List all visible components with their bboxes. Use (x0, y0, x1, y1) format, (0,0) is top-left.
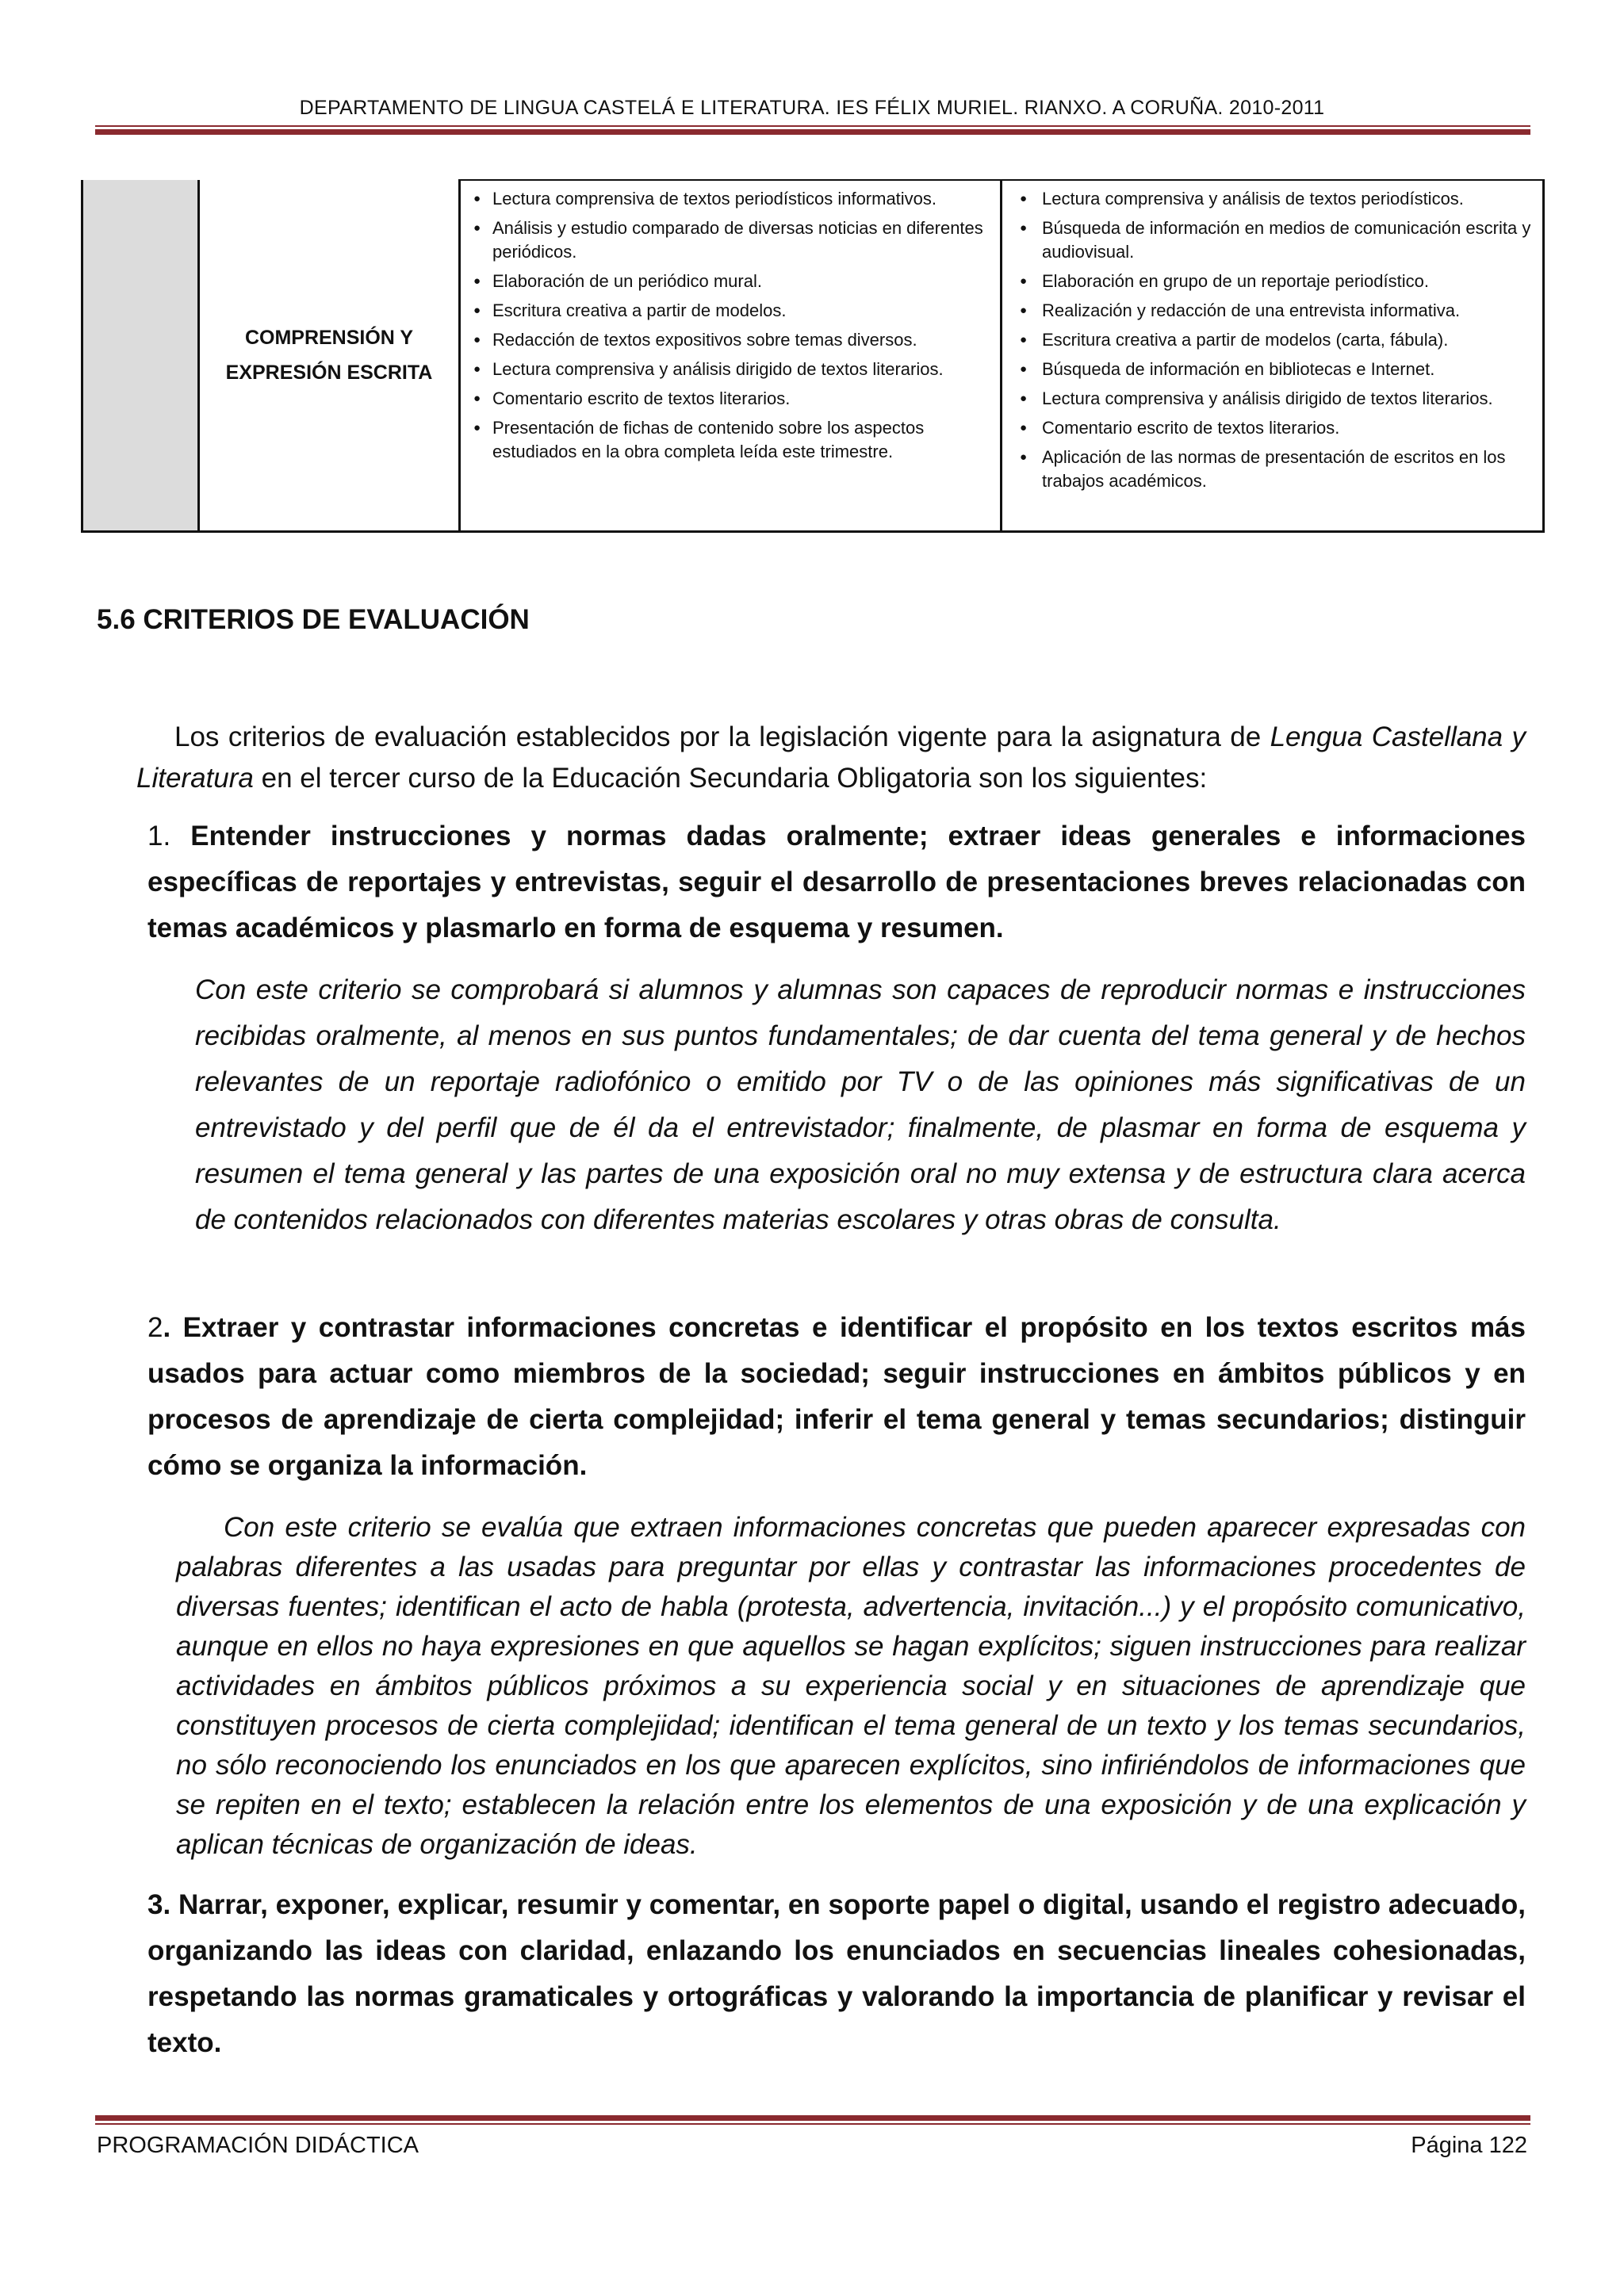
intro-text-end: en el tercer curso de la Educación Secundaria Obligatoria son los siguientes: (253, 763, 1208, 794)
activities-table (81, 179, 1545, 533)
intro-paragraph (136, 717, 1526, 799)
criterion-2 (147, 1305, 1526, 1489)
criterion-number: 2 (147, 1312, 163, 1343)
list-item: ● Elaboración de un periódico mural. (481, 270, 992, 293)
list-item: ● Lectura comprensiva de textos periodísticos informativos. (481, 187, 992, 211)
criterion-1-explanation: Con este criterio se comprobará si alumnos y alumnas son capaces de reproducir normas e instrucciones recibidas oralmente, al menos en sus puntos fundamentales; de dar cuenta del tema general y de hechos relevantes de un reportaje radiofónico o emitido por TV o de las opiniones más significativas de un entrevistado y del perfil que de él da el entrevistador; finalmente, de plasmar en forma de esquema y resumen el tema general y las partes de una exposición oral no muy extensa y de estructura clara acerca de contenidos relacionados con diferentes materias escolares y otras obras de consulta. (195, 974, 1526, 1235)
activities-left-list (461, 181, 1000, 464)
list-item: ● Escritura creativa a partir de modelos (carta, fábula). (1042, 328, 1534, 352)
page-number: Página 122 (1411, 2133, 1527, 2158)
subject-name: Lengua Castellana y Literatura (136, 721, 1526, 794)
criterion-title: Narrar, exponer, explicar, resumir y comentar, en soporte papel o digital, usando el registro adecuado, organizando las ideas con claridad, enlazando los enunciados en secuencias lineales cohesionadas, respetando las normas gramaticales y ortográficas y valorando la importancia de planificar y revisar el texto. (147, 1889, 1526, 2058)
list-item: ● Búsqueda de información en medios de comunicación escrita y audiovisual. (1042, 216, 1534, 264)
list-item: ● Elaboración en grupo de un reportaje periodístico. (1042, 270, 1534, 293)
table-row (82, 180, 1544, 532)
page-header: DEPARTAMENTO DE LINGUA CASTELÁ E LITERATURA. IES FÉLIX MURIEL. RIANXO. A CORUÑA. 2010-2011 (299, 97, 1325, 119)
list-item: ● Búsqueda de información en bibliotecas e Internet. (1042, 358, 1534, 381)
footer-rule-thin (95, 2123, 1530, 2125)
list-item: ● Presentación de fichas de contenido sobre los aspectos estudiados en la obra completa leída este trimestre. (481, 416, 992, 464)
footer-title: PROGRAMACIÓN DIDÁCTICA (97, 2133, 419, 2158)
footer-rule (95, 2115, 1530, 2121)
intro-text-start: Los criterios de evaluación establecidos por la legislación vigente para la asignatura de (174, 721, 1270, 752)
list-item: ● Análisis y estudio comparado de diversas noticias en diferentes periódicos. (481, 216, 992, 264)
list-item: ● Comentario escrito de textos literarios. (1042, 416, 1534, 440)
block-label: COMPRENSIÓN Y EXPRESIÓN ESCRITA (199, 180, 460, 532)
list-item: ● Redacción de textos expositivos sobre temas diversos. (481, 328, 992, 352)
criterion-3 (147, 1882, 1526, 2066)
table-blank-cell (82, 180, 199, 532)
list-item: ● Lectura comprensiva y análisis dirigido de textos literarios. (481, 358, 992, 381)
list-item: ● Realización y redacción de una entrevista informativa. (1042, 299, 1534, 323)
criterion-2-explanation: Con este criterio se evalúa que extraen informaciones concretas que pueden aparecer expresadas con palabras diferentes a las usadas para preguntar por ellas y contrastar las informaciones procedentes de diversas fuentes; identifican el acto de habla (protesta, advertencia, invitación...) y el propósito comunicativo, aunque en ellos no haya expresiones en que aquellos se hagan explícitos; siguen instrucciones para realizar actividades en ámbitos públicos próximos a su experiencia social y en situaciones de aprendizaje que constituyen procesos de cierta complejidad; identifican el tema general de un texto y los temas secundarios, no sólo reconociendo los enunciados en los que aparecen explícitos, sino infiriéndolos de informaciones que se repiten en el texto; establecen la relación entre los elementos de una exposición y de una explicación y aplican técnicas de organización de ideas. (176, 1512, 1526, 1860)
list-item: ● Lectura comprensiva y análisis de textos periodísticos. (1042, 187, 1534, 211)
criterion-title: . Extraer y contrastar informaciones concretas e identificar el propósito en los textos escritos más usados para actuar como miembros de la sociedad; seguir instrucciones en ámbitos públicos y en procesos de aprendizaje de cierta complejidad; inferir el tema general y temas secundarios; distinguir cómo se organiza la información. (147, 1312, 1526, 1481)
activities-right-cell (1002, 180, 1544, 532)
list-item: ● Aplicación de las normas de presentación de escritos en los trabajos académicos. (1042, 446, 1534, 493)
criterion-number: 1. (147, 821, 191, 851)
list-item: ● Comentario escrito de textos literarios. (481, 387, 992, 411)
list-item: ● Lectura comprensiva y análisis dirigido de textos literarios. (1042, 387, 1534, 411)
header-rule-thin (95, 125, 1530, 127)
activities-right-list (1002, 181, 1542, 493)
list-item: ● Escritura creativa a partir de modelos. (481, 299, 992, 323)
activities-left-cell (460, 180, 1002, 532)
section-title: 5.6 CRITERIOS DE EVALUACIÓN (97, 604, 530, 635)
header-rule (95, 129, 1530, 135)
criterion-number: 3. (147, 1889, 178, 1920)
criterion-1 (147, 813, 1526, 951)
criterion-title: Entender instrucciones y normas dadas oralmente; extraer ideas generales e informaciones específicas de reportajes y entrevistas, seguir el desarrollo de presentaciones breves relacionadas con temas académicos y plasmarlo en forma de esquema y resumen. (147, 821, 1526, 943)
